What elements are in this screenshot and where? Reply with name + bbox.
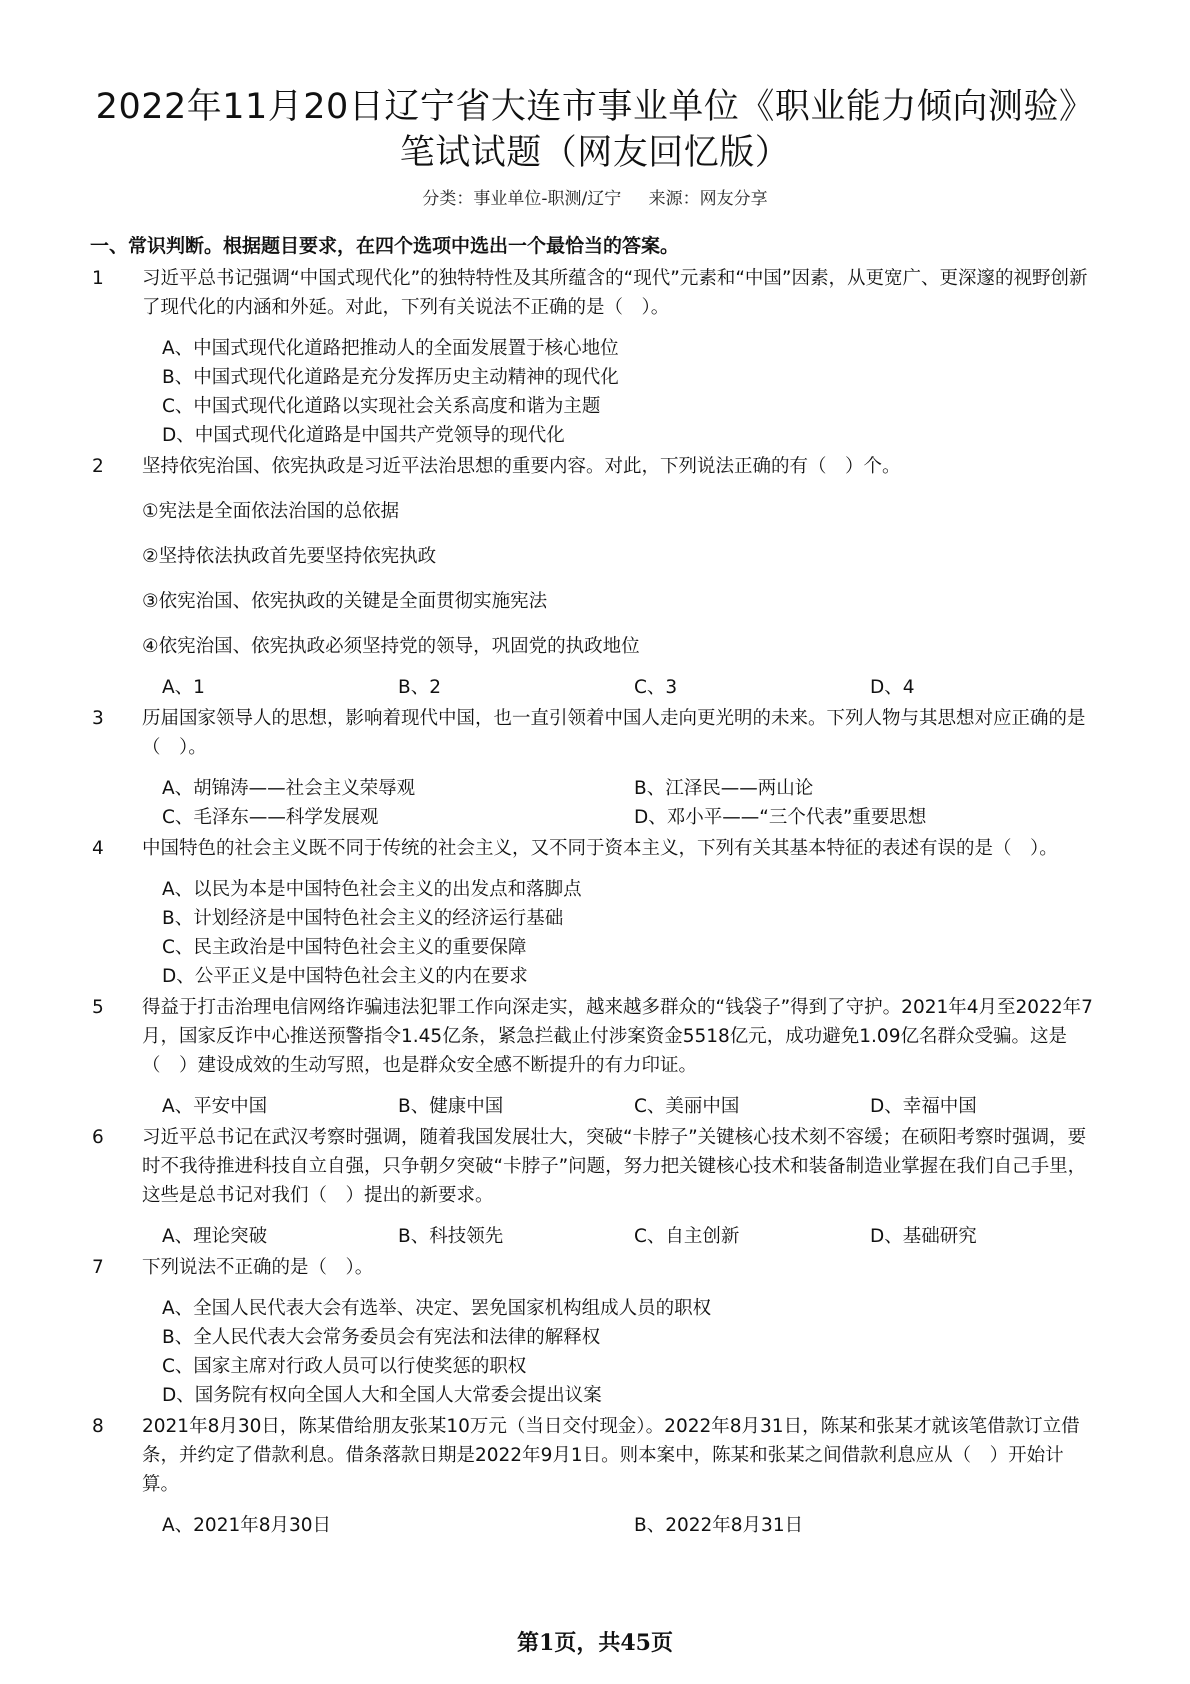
answer-option: B、中国式现代化道路是充分发挥历史主动精神的现代化: [162, 367, 619, 388]
question-item: [90, 704, 1100, 762]
document-title: 2022年11月20日辽宁省大连市事业单位《职业能力倾向测验》笔试试题（网友回忆版）: [95, 87, 1095, 173]
answer-option: B、健康中国: [398, 1096, 504, 1117]
question-text: 习近平总书记在武汉考察时强调，随着我国发展壮大，突破“卡脖子”关键核心技术刻不容缓；在硕阳考察时强调，要时不我待推进科技自立自强，只争朝夕突破“卡脖子”问题，努力把关键核心技术和装备制造业掌握在我们自己手里，这些是总书记对我们（ ）提出的新要求。: [142, 1127, 1087, 1206]
question-item: [90, 834, 1100, 863]
section-title: 一、常识判断。根据题目要求，在四个选项中选出一个最恰当的答案。: [90, 235, 680, 257]
option-list: [162, 875, 1100, 991]
answer-option: B、2: [398, 677, 441, 698]
answer-option: B、江泽民——两山论: [634, 778, 814, 799]
page-footer: 第1页，共45页: [517, 1630, 673, 1656]
question-number: 6: [92, 1127, 104, 1148]
answer-option: B、全人民代表大会常务委员会有宪法和法律的解释权: [162, 1327, 601, 1348]
question-number: 8: [92, 1416, 104, 1437]
question-number: 7: [92, 1257, 104, 1278]
option-list: [162, 1222, 1100, 1251]
answer-option: A、胡锦涛——社会主义荣辱观: [162, 778, 416, 799]
statement-item: ④依宪治国、依宪执政必须坚持党的领导，巩固党的执政地位: [142, 636, 640, 657]
question-text: 2021年8月30日，陈某借给朋友张某10万元（当日交付现金）。2022年8月31日，陈某和张某才就该笔借款订立借条，并约定了借款利息。借条落款日期是2022年9月1日。则本案中，陈某和张某之间借款利息应从（ ）开始计算。: [142, 1416, 1080, 1495]
answer-option: C、自主创新: [634, 1226, 740, 1247]
answer-option: C、民主政治是中国特色社会主义的重要保障: [162, 937, 527, 958]
question-number: 1: [92, 268, 104, 289]
option-list: [162, 1092, 1100, 1121]
answer-option: D、公平正义是中国特色社会主义的内在要求: [162, 966, 528, 987]
answer-option: D、邓小平——“三个代表”重要思想: [634, 807, 927, 828]
answer-option: C、毛泽东——科学发展观: [162, 807, 379, 828]
statement-item: ③依宪治国、依宪执政的关键是全面贯彻实施宪法: [142, 591, 548, 612]
question-text: 习近平总书记强调“中国式现代化”的独特特性及其所蕴含的“现代”元素和“中国”因素，从更宽广、更深邃的视野创新了现代化的内涵和外延。对此，下列有关说法不正确的是（ ）。: [142, 268, 1088, 318]
question-item: [90, 1123, 1100, 1210]
answer-option: A、2021年8月30日: [162, 1515, 332, 1536]
answer-option: D、国务院有权向全国人大和全国人大常委会提出议案: [162, 1385, 602, 1406]
statement-item: ②坚持依法执政首先要坚持依宪执政: [142, 546, 437, 567]
question-list: [90, 264, 1100, 1540]
option-list: [162, 1511, 1100, 1540]
option-list: [162, 1294, 1100, 1410]
answer-option: A、理论突破: [162, 1226, 268, 1247]
answer-option: C、美丽中国: [634, 1096, 740, 1117]
question-item: [90, 1253, 1100, 1282]
question-text: 得益于打击治理电信网络诈骗违法犯罪工作向深走实，越来越多群众的“钱袋子”得到了守护。2021年4月至2022年7月，国家反诈中心推送预警指令1.45亿条，紧急拦截止付涉案资金5518亿元，成功避免1.09亿名群众受骗。这是（ ）建设成效的生动写照，也是群众安全感不断提升的有力印证。: [142, 997, 1093, 1076]
question-number: 5: [92, 997, 104, 1018]
question-text: 坚持依宪治国、依宪执政是习近平法治思想的重要内容。对此，下列说法正确的有（ ）个。: [142, 456, 901, 477]
option-list: [162, 673, 1100, 702]
answer-option: A、1: [162, 677, 205, 698]
answer-option: A、全国人民代表大会有选举、决定、罢免国家机构组成人员的职权: [162, 1298, 712, 1319]
question-item: [90, 452, 1100, 481]
answer-option: B、科技领先: [398, 1226, 504, 1247]
answer-option: C、3: [634, 677, 678, 698]
question-text: 下列说法不正确的是（ ）。: [142, 1257, 374, 1278]
question-item: [90, 264, 1100, 322]
question-item: [90, 993, 1100, 1080]
answer-option: A、以民为本是中国特色社会主义的出发点和落脚点: [162, 879, 582, 900]
question-number: 4: [92, 838, 104, 859]
answer-option: A、中国式现代化道路把推动人的全面发展置于核心地位: [162, 338, 619, 359]
answer-option: C、国家主席对行政人员可以行使奖惩的职权: [162, 1356, 527, 1377]
question-text: 历届国家领导人的思想，影响着现代中国，也一直引领着中国人走向更光明的未来。下列人物与其思想对应正确的是（ ）。: [142, 708, 1086, 758]
question-number: 3: [92, 708, 104, 729]
source-label: 来源：网友分享: [648, 189, 768, 209]
answer-option: D、4: [870, 677, 915, 698]
question-text: 中国特色的社会主义既不同于传统的社会主义，又不同于资本主义，下列有关其基本特征的表述有误的是（ ）。: [142, 838, 1058, 859]
answer-option: B、2022年8月31日: [634, 1515, 804, 1536]
category-label: 分类：事业单位-职测/辽宁: [422, 189, 622, 209]
answer-option: D、幸福中国: [870, 1096, 977, 1117]
question-number: 2: [92, 456, 104, 477]
option-list: [162, 334, 1100, 450]
answer-option: D、基础研究: [870, 1226, 977, 1247]
answer-option: D、中国式现代化道路是中国共产党领导的现代化: [162, 425, 565, 446]
question-item: [90, 1412, 1100, 1499]
document-meta: [90, 184, 1100, 209]
answer-option: C、中国式现代化道路以实现社会关系高度和谐为主题: [162, 396, 601, 417]
option-list: [162, 774, 1100, 832]
answer-option: B、计划经济是中国特色社会主义的经济运行基础: [162, 908, 564, 929]
statement-item: ①宪法是全面依法治国的总依据: [142, 501, 400, 522]
answer-option: A、平安中国: [162, 1096, 268, 1117]
statement-list: [142, 497, 1100, 661]
